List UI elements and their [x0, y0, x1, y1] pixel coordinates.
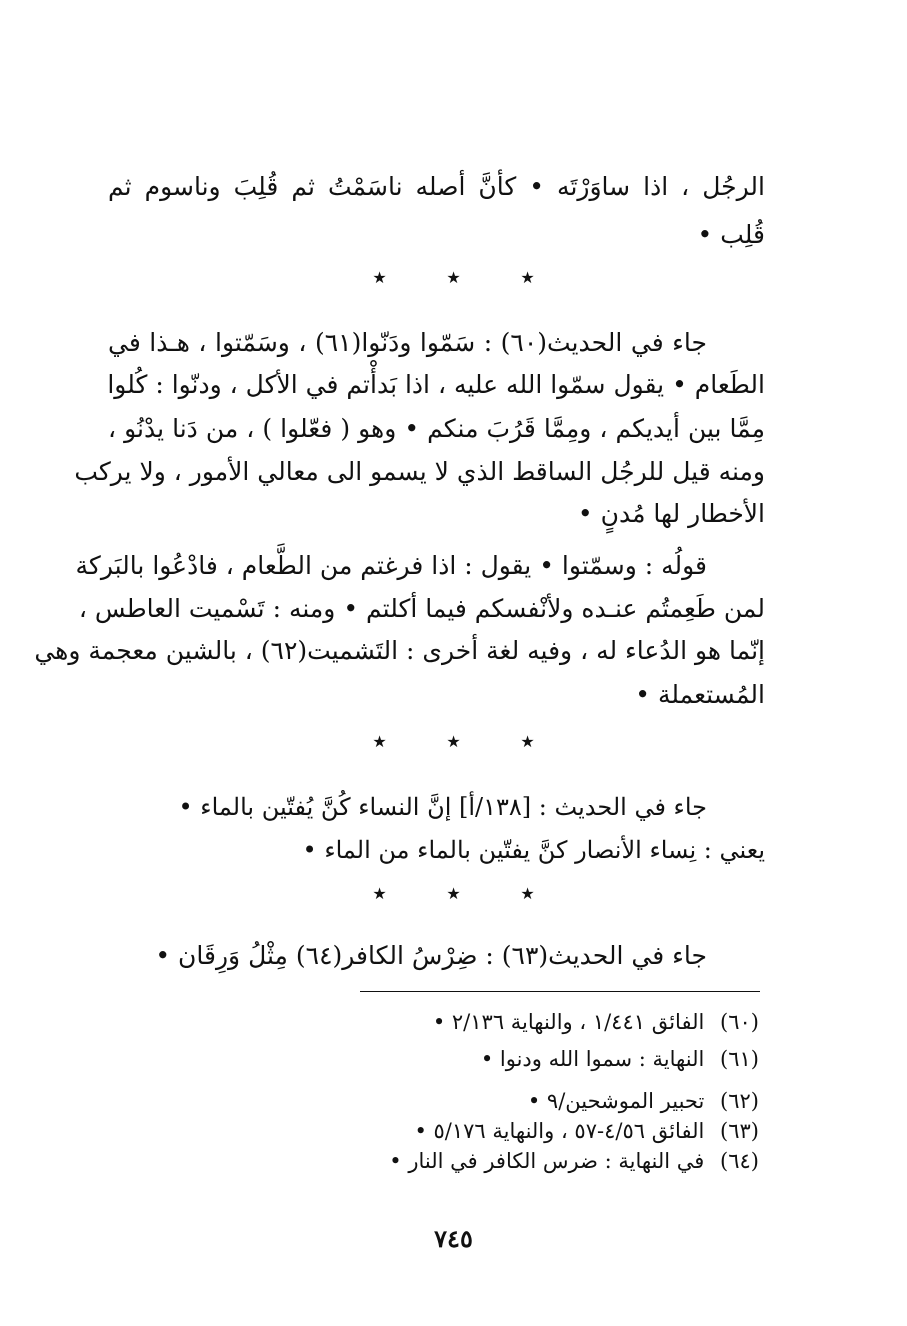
footnote-number: (٦١)	[720, 1047, 759, 1071]
footnote-number: (٦٢)	[720, 1089, 759, 1113]
star-icon: ★	[372, 268, 387, 287]
footnote-text: الفائق ٤/٥٦-٥٧ ، والنهاية ٥/١٧٦ •	[414, 1119, 705, 1143]
text-line: جاء في الحديث(٦٣) : ضِرْسُ الكافر(٦٤) مِثْلُ وَرِقَان •	[155, 941, 707, 970]
text-line: الأخطار لها مُدنٍ •	[577, 499, 765, 528]
star-icon: ★	[372, 884, 387, 903]
text-line: لمن طَعِمتُم عنـده ولأنْفسكم فيما أكلتم • ومنه : تَسْميت العاطس ،	[78, 594, 765, 623]
footnote-number: (٦٠)	[720, 1010, 759, 1034]
text-line: قُلِب •	[697, 220, 765, 249]
section-separator	[0, 268, 907, 287]
text-line: قولُه : وسمّتوا • يقول : اذا فرغتم من الطَّعام ، فادْعُوا بالبَركة	[75, 551, 707, 580]
page-number: ٧٤٥	[434, 1224, 473, 1253]
footnote	[433, 1010, 759, 1034]
footnote	[528, 1089, 759, 1113]
footnote-number: (٦٤)	[720, 1149, 759, 1173]
text-line: مِمَّا بين أيديكم ، ومِمَّا قَرُبَ منكم • وهو ( فعّلوا ) ، من دَنا يدْنُو ،	[108, 414, 765, 443]
star-icon: ★	[446, 268, 461, 287]
star-icon: ★	[520, 732, 535, 751]
footnote-text: تحبير الموشحين/٩ •	[527, 1089, 705, 1113]
text-line: المُستعملة •	[635, 680, 765, 709]
footnote-text: في النهاية : ضرس الكافر في النار •	[389, 1149, 705, 1173]
footnote-number: (٦٣)	[720, 1119, 759, 1143]
star-icon: ★	[372, 732, 387, 751]
section-separator	[0, 884, 907, 903]
footnote-text: النهاية : سموا الله ودنوا •	[480, 1047, 705, 1071]
text-line: الطَعام • يقول سمّوا الله عليه ، اذا بَدأْتم في الأكل ، ودنّوا : كُلوا	[107, 370, 765, 399]
text-line: الرجُل ، اذا ساوَرْتَه • كأنَّ أصله ناسَمْتُ ثم قُلِبَ وناسوم ثم	[108, 172, 765, 201]
footnote-divider	[360, 991, 760, 992]
text-line: جاء في الحديث : [١٣٨/أ] إنَّ النساء كُنَّ يُفتّين بالماء •	[178, 793, 707, 821]
footnote-text: الفائق ١/٤٤١ ، والنهاية ٢/١٣٦ •	[432, 1010, 705, 1034]
text-line: يعني : نِساء الأنصار كنَّ يفتّين بالماء من الماء •	[302, 836, 765, 864]
footnote	[481, 1047, 759, 1071]
text-line: ومنه قيل للرجُل الساقط الذي لا يسمو الى معالي الأمور ، ولا يركب	[74, 457, 765, 486]
footnote	[389, 1149, 759, 1173]
text-line: إنّما هو الدُعاء له ، وفيه لغة أخرى : التَشميت(٦٢) ، بالشين معجمة وهي	[34, 636, 765, 665]
star-icon: ★	[446, 732, 461, 751]
footnote	[414, 1119, 759, 1143]
section-separator	[0, 732, 907, 751]
star-icon: ★	[520, 884, 535, 903]
star-icon: ★	[520, 268, 535, 287]
text-line: جاء في الحديث(٦٠) : سَمّوا ودَنّوا(٦١) ، وسَمّتوا ، هـذا في	[108, 328, 707, 357]
star-icon: ★	[446, 884, 461, 903]
